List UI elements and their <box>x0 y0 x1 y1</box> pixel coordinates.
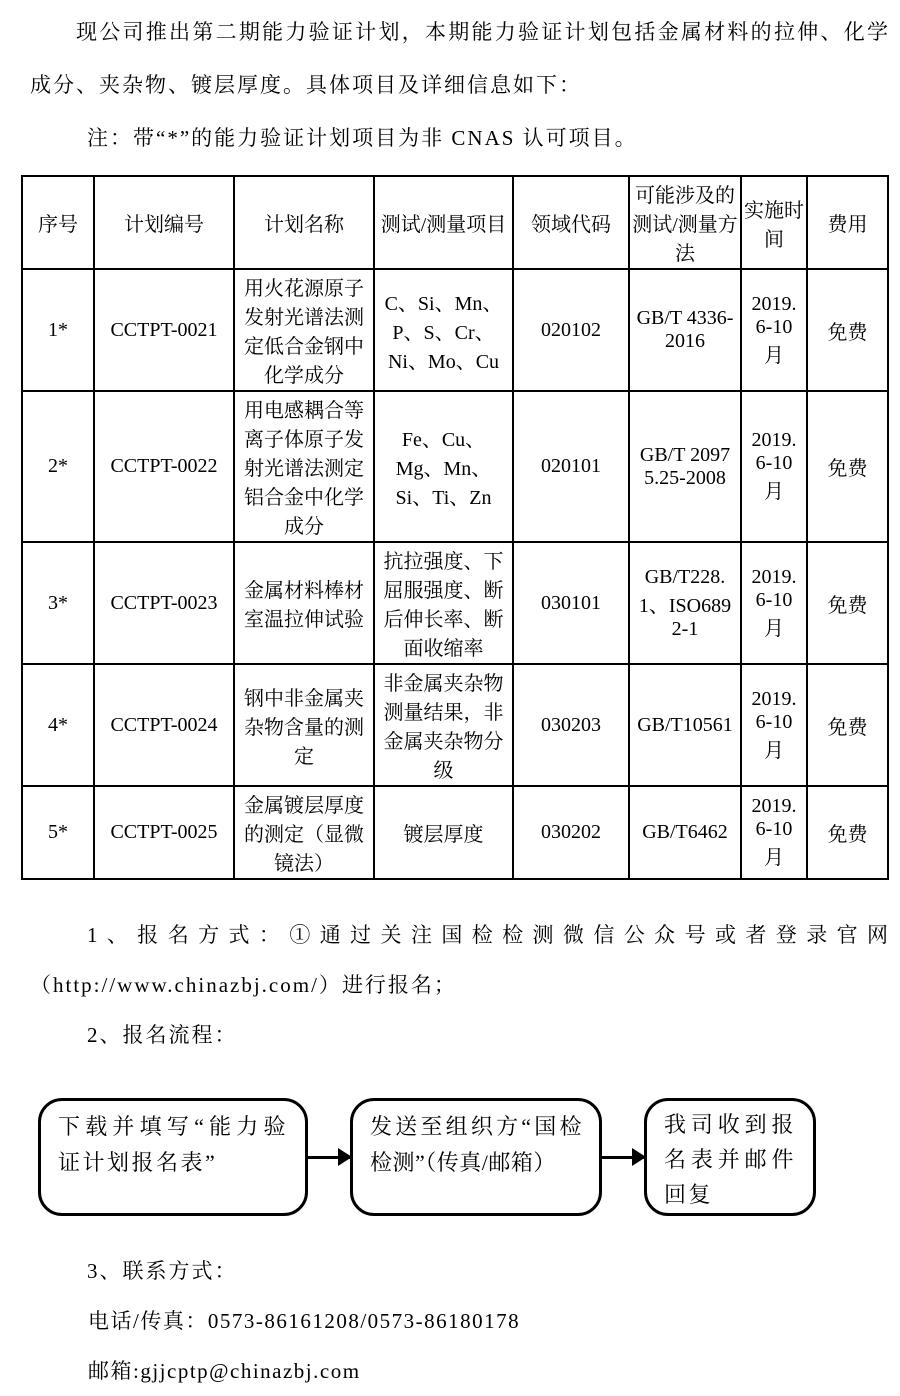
cell-field-code: 030101 <box>513 542 629 664</box>
cell-method: GB/T6462 <box>629 786 741 879</box>
cell-fee: 免费 <box>807 664 888 786</box>
cell-plan-name: 金属材料棒材室温拉伸试验 <box>234 542 374 664</box>
registration-method-tail: 进行报名； <box>341 973 457 997</box>
cell-time: 2019.6-10月 <box>741 786 807 879</box>
cell-time: 2019.6-10月 <box>741 391 807 542</box>
cell-plan-name: 钢中非金属夹杂物含量的测定 <box>234 664 374 786</box>
cell-fee: 免费 <box>807 269 888 391</box>
cell-field-code: 030202 <box>513 786 629 879</box>
cell-plan-no: CCTPT-0024 <box>94 664 234 786</box>
registration-flowchart <box>38 1098 900 1216</box>
cell-method: GB/T 4336-2016 <box>629 269 741 391</box>
cell-field-code: 030203 <box>513 664 629 786</box>
cell-plan-name: 用火花源原子发射光谱法测定低合金钢中化学成分 <box>234 269 374 391</box>
table-row <box>22 786 888 879</box>
registration-url: （http://www.chinazbj.com/） <box>30 973 342 997</box>
flow-step-send-to-organizer: 发送至组织方“国检检测”（传真/邮箱） <box>350 1098 602 1216</box>
intro-paragraph: 现公司推出第二期能力验证计划，本期能力验证计划包括金属材料的拉伸、化学成分、夹杂物、镀层厚度。具体项目及详细信息如下： <box>30 20 890 97</box>
flow-step-download-form: 下载并填写“能力验证计划报名表” <box>38 1098 308 1216</box>
cell-plan-no: CCTPT-0025 <box>94 786 234 879</box>
cell-plan-name: 用电感耦合等离子体原子发射光谱法测定铝合金中化学成分 <box>234 391 374 542</box>
email-line: 邮箱:gjjcptp@chinazbj.com <box>88 1359 361 1383</box>
header-seq: 序号 <box>22 176 94 269</box>
cell-time: 2019.6-10月 <box>741 269 807 391</box>
cell-seq: 4* <box>22 664 94 786</box>
cell-test-items: 非金属夹杂物测量结果，非金属夹杂物分级 <box>374 664 513 786</box>
flow-step-email-reply: 我司收到报名表并邮件回复 <box>644 1098 816 1216</box>
contact-heading-line: 3、联系方式： <box>87 1259 238 1283</box>
header-plan-no: 计划编号 <box>94 176 234 269</box>
cell-field-code: 020102 <box>513 269 629 391</box>
cell-method: GB/T228.1、ISO6892-1 <box>629 542 741 664</box>
cell-test-items: 抗拉强度、下屈服强度、断后伸长率、断面收缩率 <box>374 542 513 664</box>
cell-plan-name: 金属镀层厚度的测定（显微镜法） <box>234 786 374 879</box>
cell-seq: 3* <box>22 542 94 664</box>
cell-seq: 5* <box>22 786 94 879</box>
header-field-code: 领域代码 <box>513 176 629 269</box>
header-method: 可能涉及的测试/测量方法 <box>629 176 741 269</box>
registration-method-text: 1、报名方式：①通过关注国检检测微信公众号或者登录官网 <box>87 923 890 947</box>
cell-field-code: 020101 <box>513 391 629 542</box>
cell-test-items: C、Si、Mn、P、S、Cr、Ni、Mo、Cu <box>374 269 513 391</box>
header-plan-name: 计划名称 <box>234 176 374 269</box>
table-header-row <box>22 176 888 269</box>
arrow-right-icon <box>602 1156 644 1159</box>
cnas-note: 注：带“*”的能力验证计划项目为非 CNAS 认可项目。 <box>87 126 638 150</box>
proficiency-testing-table <box>21 175 889 880</box>
cell-fee: 免费 <box>807 542 888 664</box>
header-time: 实施时间 <box>741 176 807 269</box>
cell-fee: 免费 <box>807 786 888 879</box>
cell-fee: 免费 <box>807 391 888 542</box>
cell-seq: 1* <box>22 269 94 391</box>
cell-plan-no: CCTPT-0022 <box>94 391 234 542</box>
arrow-right-icon <box>308 1156 350 1159</box>
registration-process-line: 2、报名流程： <box>87 1023 238 1047</box>
cell-method: GB/T10561 <box>629 664 741 786</box>
header-test-items: 测试/测量项目 <box>374 176 513 269</box>
phone-fax-line: 电话/传真：0573-86161208/0573-86180178 <box>88 1309 521 1333</box>
table-row <box>22 269 888 391</box>
registration-method-line <box>30 910 890 1010</box>
cell-time: 2019.6-10月 <box>741 542 807 664</box>
cell-test-items: Fe、Cu、Mg、Mn、Si、Ti、Zn <box>374 391 513 542</box>
table-row <box>22 542 888 664</box>
header-fee: 费用 <box>807 176 888 269</box>
table-row <box>22 391 888 542</box>
cell-plan-no: CCTPT-0023 <box>94 542 234 664</box>
cell-time: 2019.6-10月 <box>741 664 807 786</box>
cell-seq: 2* <box>22 391 94 542</box>
cell-method: GB/T 20975.25-2008 <box>629 391 741 542</box>
cell-plan-no: CCTPT-0021 <box>94 269 234 391</box>
cell-test-items: 镀层厚度 <box>374 786 513 879</box>
table-row <box>22 664 888 786</box>
